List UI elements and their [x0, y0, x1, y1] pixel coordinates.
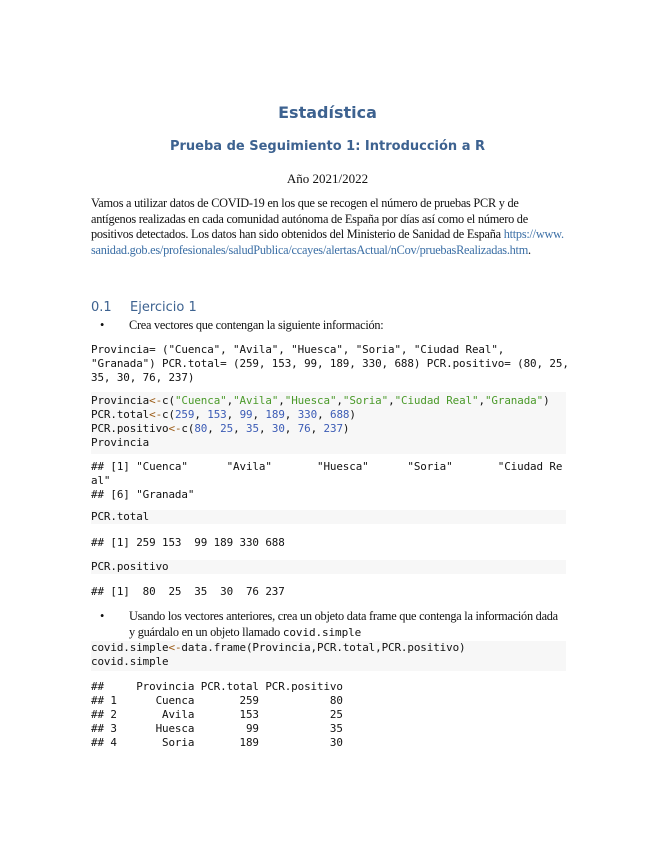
code-token: PCR.total — [91, 408, 150, 421]
code-token: c( — [162, 394, 175, 407]
output-block-4: ## Provincia PCR.total PCR.positivo ## 1 Cuenca 259 80 ## 2 Avila 153 25 ## 3 Huesca 99 35 ## 4 Soria 189 30 — [91, 680, 343, 749]
code-token: Provincia — [91, 394, 150, 407]
document-title: Estadística — [278, 103, 377, 122]
code-token: c( — [181, 422, 195, 435]
code-token: covid.simple — [91, 655, 169, 668]
bullet-text-main: Usando los vectores anteriores, crea un objeto data frame que contenga la información dada y guárdalo en un objeto llamado — [129, 609, 558, 639]
code-number: 237 — [323, 422, 343, 435]
code-chunk-2: PCR.total — [91, 510, 566, 524]
code-token: <- — [168, 422, 182, 435]
code-number: 30 — [271, 422, 285, 435]
section-title: Ejercicio 1 — [130, 300, 197, 315]
code-token: <- — [149, 394, 163, 407]
code-number: 330 — [297, 408, 318, 421]
code-string: "Cuenca" — [174, 394, 227, 407]
code-token: covid.simple — [91, 641, 169, 654]
code-chunk-1: Provincia<-c("Cuenca","Avila","Huesca","Soria","Ciudad Real","Granada") PCR.total<-c(259, 153, 99, 189, 330, 688) PCR.positivo<-c(80, 25, 35, 30, 76, 237) Provincia — [91, 392, 566, 454]
code-token: ) — [342, 422, 350, 435]
code-number: 153 — [207, 408, 227, 421]
ministry-link[interactable]: https://www.sanidad.gob.es/profesionales/saludPublica/ccayes/alertasActual/nCov/pruebasRealizadas.htm — [91, 227, 564, 257]
code-chunk-4 — [91, 641, 566, 671]
code-number: 35 — [246, 422, 259, 435]
document-subtitle: Prueba de Seguimiento 1: Introducción a R — [169, 139, 486, 154]
code-number: 259 — [174, 408, 195, 421]
code-string: "Huesca" — [284, 394, 337, 407]
intro-text: Vamos a utilizar datos de COVID-19 en los que se recogen el número de pruebas PCR y de antígenos realizadas en cada comunidad autónoma de España por días así como el número de positivos detectados. Los datos han sido obtenidos del Ministerio de Sanidad de España — [91, 196, 528, 241]
bullet-icon: • — [100, 318, 105, 332]
code-number: 76 — [297, 422, 311, 435]
inline-code: covid.simple — [282, 625, 362, 639]
code-string: "Avila" — [233, 394, 279, 407]
section-heading — [91, 300, 197, 315]
code-token: data.frame(Provincia,PCR.total,PCR.positivo) — [181, 641, 466, 654]
code-chunk-3: PCR.positivo — [91, 560, 566, 574]
code-number: 189 — [265, 408, 285, 421]
spec-code-text: Provincia= ("Cuenca", "Avila", "Huesca", "Soria", "Ciudad Real", "Granada") PCR.total= (259, 153, 99, 189, 330, 688) PCR.positivo= (80, 25, 35, 30, 76, 237) — [91, 343, 569, 384]
code-token: ) — [349, 408, 356, 421]
code-token: <- — [168, 641, 182, 654]
academic-year: Año 2021/2022 — [286, 171, 369, 186]
code-token: ) — [543, 394, 550, 407]
intro-period: . — [528, 242, 531, 257]
output-block-1: ## [1] "Cuenca" "Avila" "Huesca" "Soria" "Ciudad Re al" ## [6] "Granada" — [91, 460, 563, 501]
code-token: Provincia — [91, 436, 150, 449]
code-string: "Granada" — [484, 394, 544, 407]
section-number: 0.1 — [91, 300, 112, 315]
output-block-2: ## [1] 259 153 99 189 330 688 — [91, 536, 285, 549]
intro-paragraph — [91, 196, 566, 258]
bullet-text — [129, 609, 566, 640]
code-number: 80 — [194, 422, 208, 435]
code-token: c( — [162, 408, 175, 421]
code-number: 99 — [239, 408, 253, 421]
bullet-text: Crea vectores que contengan la siguiente información: — [129, 318, 384, 332]
output-block-3: ## [1] 80 25 35 30 76 237 — [91, 585, 285, 598]
bullet-icon: • — [100, 609, 105, 623]
code-token: PCR.positivo — [91, 422, 169, 435]
code-string: "Soria" — [342, 394, 389, 407]
code-number: 688 — [330, 408, 350, 421]
code-string: "Ciudad Real" — [394, 394, 479, 407]
code-number: 25 — [220, 422, 234, 435]
code-token: <- — [149, 408, 163, 421]
